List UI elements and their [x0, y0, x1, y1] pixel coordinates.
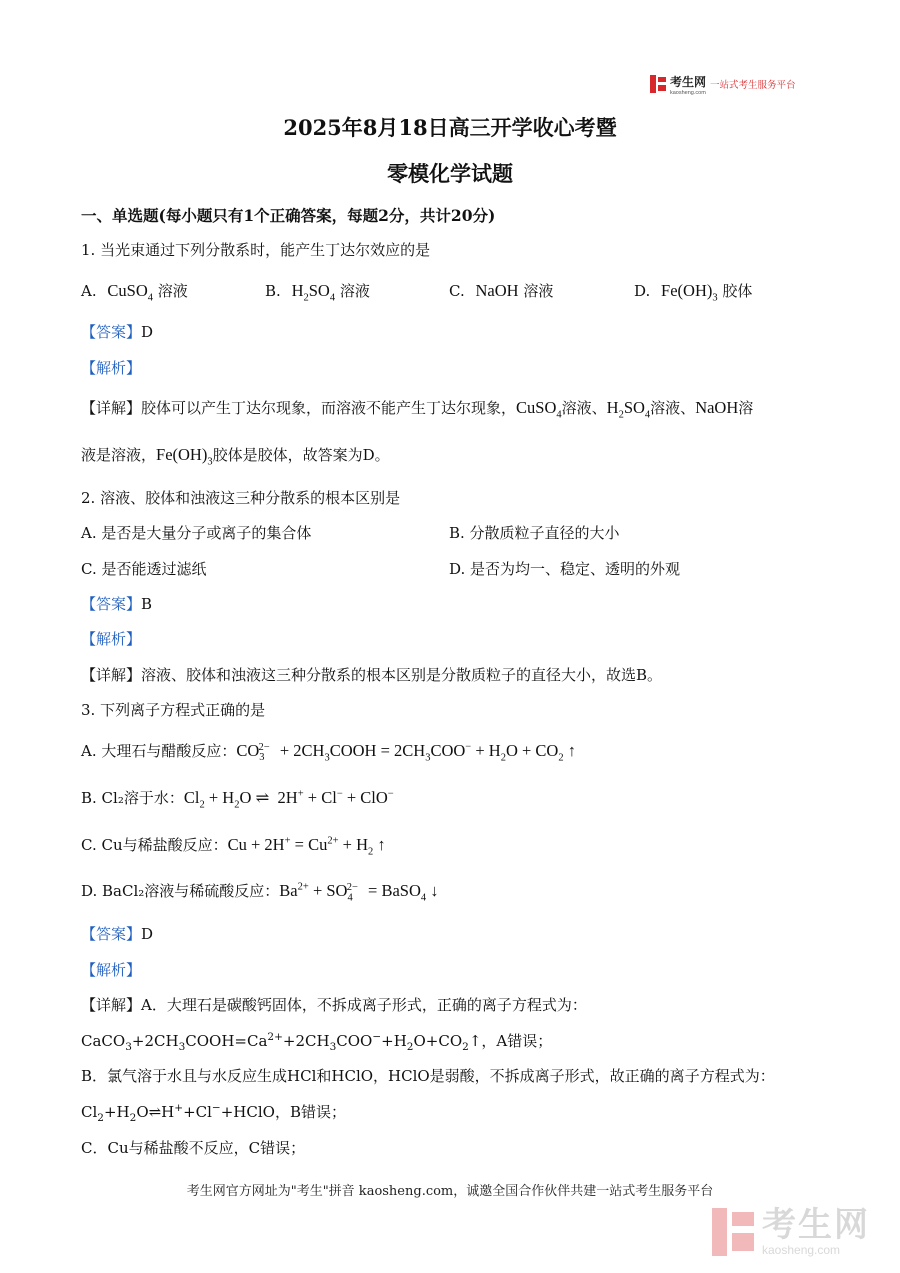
- logo-domain: kaosheng.com: [670, 90, 706, 96]
- q3-stem: 3. 下列离子方程式正确的是: [81, 701, 266, 719]
- logo-wordmark: [670, 72, 706, 96]
- formula: $Fe(OH)_3$: [661, 281, 718, 304]
- q3-option-d: D. BaCl₂溶液与稀硫酸反应：$Ba^{2+} + SO_4^{2-}$ = BaSO$_4$ ↓: [81, 881, 439, 904]
- q3-option-c: C. Cu与稀盐酸反应：$Cu + 2H^+ = Cu^{2+} + H_2$ ↑: [81, 835, 386, 858]
- q2-option-c: C. 是否能透过滤纸: [81, 560, 207, 578]
- option-text: 溶液: [523, 282, 554, 300]
- watermark-domain: kaosheng.com: [762, 1243, 841, 1257]
- option-text: 溶液: [157, 282, 188, 300]
- q1-option-a: [81, 280, 188, 304]
- q1-analysis-label: 【解析】: [81, 359, 142, 377]
- q2-option-a: A. 是否是大量分子或离子的集合体: [81, 524, 312, 542]
- header-logo: [650, 73, 796, 95]
- q3-detail-c: C．Cu与稀盐酸不反应，C错误；: [81, 1139, 306, 1157]
- q1-option-c: [449, 280, 553, 301]
- q1-option-d: [634, 280, 753, 304]
- option-text: 胶体: [722, 282, 753, 300]
- logo-tagline: 一站式考生服务平台: [710, 80, 796, 91]
- q1-detail-line1: 【详解】胶体可以产生丁达尔现象，而溶液不能产生丁达尔现象，CuSO$_4$溶液、$H_2SO_4$溶液、NaOH溶: [81, 398, 754, 421]
- option-letter: D.: [634, 282, 651, 300]
- option-letter: B.: [265, 282, 281, 300]
- q3-analysis-label: 【解析】: [81, 961, 142, 979]
- q2-option-b: B. 分散质粒子直径的大小: [449, 524, 620, 542]
- kaosheng-logo-icon: [650, 75, 666, 93]
- page-footer: 考生网官方网址为"考生"拼音 kaosheng.com，诚邀全国合作伙伴共建一站式考生服务平台: [186, 1184, 714, 1199]
- watermark: [712, 1207, 870, 1257]
- q2-analysis-label: 【解析】: [81, 630, 142, 648]
- q2-option-d: D. 是否为均一、稳定、透明的外观: [449, 560, 681, 578]
- q2-detail: 【详解】溶液、胶体和浊液这三种分散系的根本区别是分散质粒子的直径大小，故选B。: [81, 666, 663, 684]
- option-letter: A.: [81, 282, 97, 300]
- q3-detail-a: 【详解】A．大理石是碳酸钙固体，不拆成离子形式，正确的离子方程式为：: [81, 996, 587, 1014]
- q1-option-b: [265, 280, 370, 304]
- q3-option-b: B. Cl₂溶于水：$Cl_2 + H_2O$ ⇌ 2H+ + Cl− + ClO−: [81, 788, 394, 811]
- page-title: 2025年8月18日高三开学收心考暨: [283, 115, 617, 140]
- q3-option-a: A. 大理石与醋酸反应：$CO_3^{2-}$ + $2CH_3COOH = 2CH_3COO^- + H_2O + CO_2$ ↑: [81, 741, 576, 764]
- q2-answer: 【答案】B: [81, 595, 153, 613]
- q2-stem: 2. 溶液、胶体和浊液这三种分散系的根本区别是: [81, 489, 401, 507]
- page-subtitle: 零模化学试题: [387, 161, 513, 186]
- q1-stem: 1. 当光束通过下列分散系时，能产生丁达尔效应的是: [81, 241, 431, 259]
- option-letter: C.: [449, 282, 465, 300]
- q1-detail-line2: 液是溶液，$Fe(OH)_3$胶体是胶体，故答案为D。: [81, 445, 390, 468]
- kaosheng-watermark-icon: [712, 1208, 754, 1256]
- formula: CuSO$_4$: [107, 281, 153, 304]
- watermark-name: 考生网: [762, 1206, 870, 1244]
- q1-answer: 【答案】D: [81, 323, 154, 341]
- option-text: 溶液: [339, 282, 370, 300]
- q3-detail-b-equation: $Cl_2+H_2O\rightleftharpoons H^++Cl^-+HClO$，B错误；: [81, 1102, 346, 1124]
- section-heading: 一、单选题(每小题只有1个正确答案，每题2分，共计20分): [81, 206, 496, 225]
- q3-answer: 【答案】D: [81, 925, 154, 943]
- q3-detail-b: B．氯气溶于水且与水反应生成HCl和HClO，HClO是弱酸，不拆成离子形式，故正确的离子方程式为：: [81, 1067, 775, 1085]
- formula: NaOH: [475, 281, 519, 300]
- logo-name: 考生网: [670, 75, 707, 89]
- q3-detail-a-equation: $CaCO_3+2CH_3COOH=Ca^{2+}+2CH_3COO^-+H_2O+CO_2↑$，A错误；: [81, 1031, 553, 1053]
- formula: $H_2SO_4$: [291, 281, 336, 304]
